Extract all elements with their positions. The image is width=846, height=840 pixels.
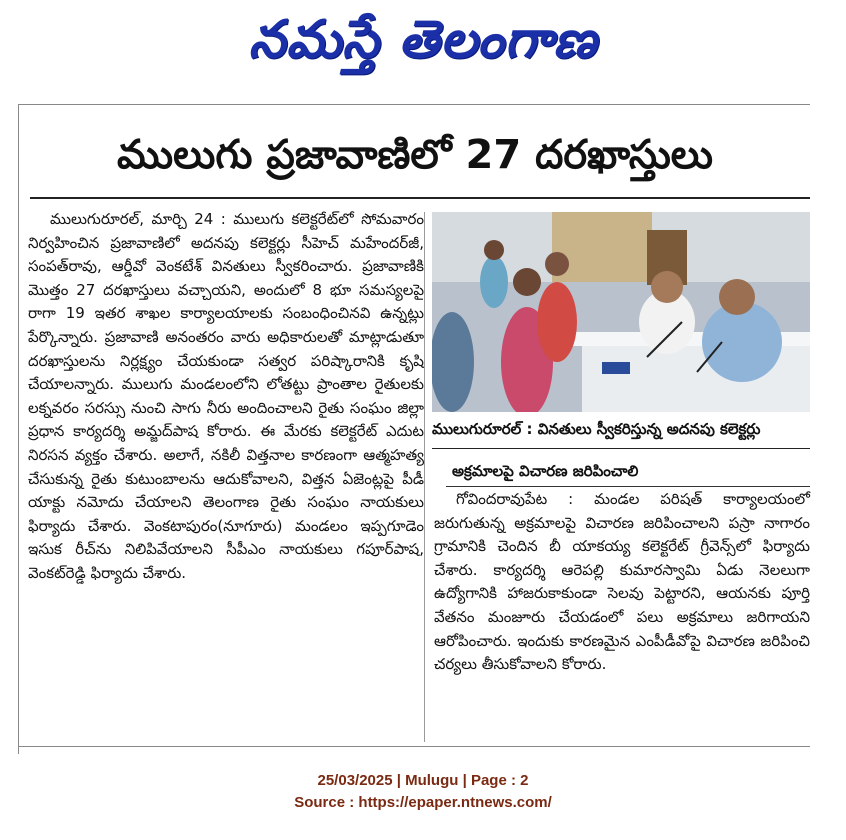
masthead-logo: నమస్తే తెలంగాణ — [248, 9, 598, 70]
column-divider — [424, 212, 425, 742]
article-headline: ములుగు ప్రజావాణిలో 27 దరఖాస్తులు — [116, 132, 714, 178]
footer-date-edition: 25/03/2025 | Mulugu | Page : 2 — [317, 772, 529, 789]
headline-rule — [30, 197, 810, 199]
side-story-headline-rule — [446, 486, 810, 487]
frame-bottom-border — [18, 746, 810, 747]
side-story-body — [434, 488, 810, 677]
side-story-headline: అక్రమాలపై విచారణ జరిపించాలి — [452, 462, 639, 480]
article-body — [28, 208, 424, 586]
side-story-body-text: గోవిందరావుపేట : మండల పరిషత్ కార్యాలయంలో జరుగుతున్న అక్రమాలపై విచారణ జరిపించాలని పస్రా నాగారం గ్రామానికి చెందిన బీ యాకయ్య కలెక్టరేట్ గ్రీవెన్స్‌లో ఫిర్యాదు చేశారు. కార్యదర్శి ఆరెపల్లి కుమారస్వామి ఏడు నెలలుగా ఉద్యోగానికి హాజరుకాకుండా సెలవు పెట్టారని, ఆయనకు పూర్తి వేతనం మంజూరు చేయడంలో పలు అక్రమాలు జరిగాయని ఆరోపించారు. ఇందుకు కారణమైన ఎంపీడీవోపై విచారణ జరిపించి చర్యలు తీసుకోవాలని కోరారు. — [434, 490, 810, 674]
news-photo — [432, 212, 810, 412]
news-photo-illustration — [432, 212, 810, 412]
frame-top-border — [18, 104, 810, 105]
footer-source-link[interactable]: Source : https://epaper.ntnews.com/ — [294, 794, 552, 811]
side-story-column — [434, 488, 810, 677]
photo-caption: ములుగురూరల్ : వినతులు స్వీకరిస్తున్న అదనపు కలెక్టర్లు — [432, 420, 761, 438]
page-footer — [0, 770, 846, 814]
caption-rule — [432, 448, 810, 449]
frame-left-border — [18, 104, 19, 754]
article-body-text: ములుగురూరల్, మార్చి 24 : ములుగు కలెక్టరేట్‌లో సోమవారం నిర్వహించిన ప్రజావాణిలో అదనపు కలెక్టర్లు సీహెచ్ మహేందర్‌జీ, సంపత్‌రావు, ఆర్డీవో వెంకటేశ్ వినతులు స్వీకరించారు. ప్రజావాణికి మొత్తం 27 దరఖాస్తులు వచ్చాయని, అందులో 8 భూ సమస్యలపై రాగా 19 ఇతర శాఖల కార్యాలయాలకు సంబంధించినవి ఉన్నట్లు పేర్కొన్నారు. ప్రజావాణి అనంతరం వారు అధికారులతో మాట్లాడుతూ దరఖాస్తులను నిర్లక్ష్యం చేయకుండా సత్వర పరిష్కారానికి కృషి చేయాలన్నారు. ములుగు మండలంలోని లోతట్టు ప్రాంతాల రైతులకు లక్నవరం సరస్సు నుంచి సాగు నీరు అందించాలని రైతు సంఘం జిల్లా ప్రధాన కార్యదర్శి అమ్జద్‌పాష కోరారు. ఈ మేరకు కలెక్టరేట్ ఎదుట నిరసన వ్యక్తం చేశారు. అలాగే, నకిలీ విత్తనాల కారణంగా ఆత్మహత్య చేసుకున్న రైతు కుటుంబాలను ఆదుకోవాలని, విత్తన ఏజెంట్లపై పీడీ యాక్టు నమోదు చేయాలని తెలంగాణ రైతు సంఘం నాయకులు ఫిర్యాదు చేశారు. వెంకటాపురం(నూగూరు) మండలం ఇప్పగూడెం ఇసుక రీచ్‌ను నిలిపివేయాలని సీపీఎం నాయకులు గపూర్‌పాష, వెంకట్‌రెడ్డి ఫిర్యాదు చేశారు. — [28, 210, 424, 582]
article-body-column — [28, 208, 424, 586]
masthead — [0, 0, 846, 92]
